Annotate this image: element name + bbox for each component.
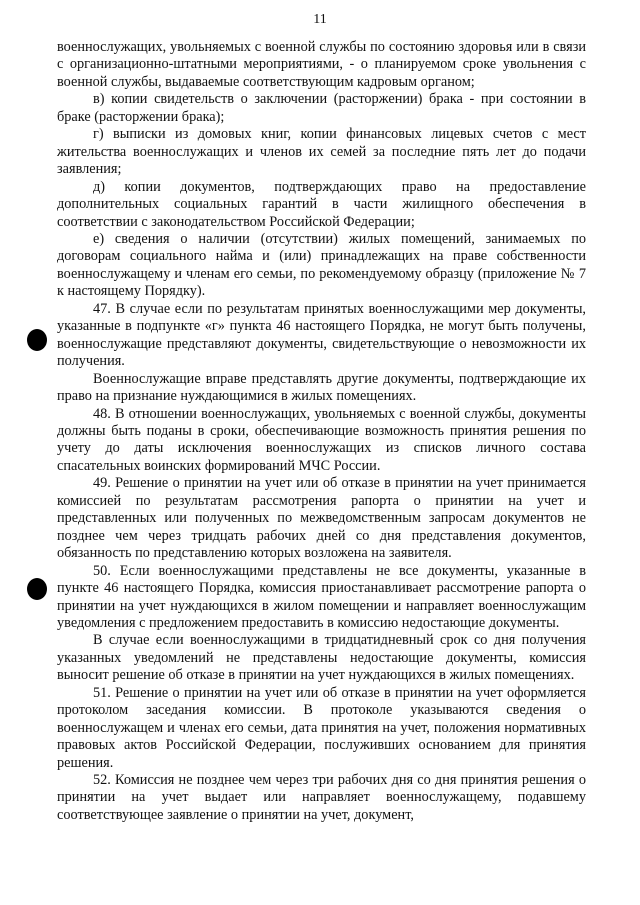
paragraph-continuation: военнослужащих, увольняемых с военной службы по состоянию здоровья или в связи с организационно-штатными мероприятиями, - о планируемом сроке увольнения с военной службы, выдаваемые соответствующим кадровым органом; [57, 39, 586, 90]
paragraph-item-e: е) сведения о наличии (отсутствии) жилых помещений, занимаемых по договорам социального найма и (или) принадлежащих на праве собственности военнослужащему и членам его семьи, по рекомендуемому образцу (приложение № 7 к настоящему Порядку). [57, 230, 586, 300]
paragraph-item-d: д) копии документов, подтверждающих право на предоставление дополнительных социальных гарантий в части жилищного обеспечения в соответствии с законодательством Российской Федерации; [57, 178, 586, 230]
paragraph-47: 47. В случае если по результатам принятых военнослужащими мер документы, указанные в подпункте «г» пункта 46 настоящего Порядка, не могут быть получены, военнослужащие представляют документы, свидетельствующие о невозможности их получения. [57, 300, 586, 370]
punch-hole-mark [27, 329, 47, 351]
punch-hole-mark [27, 578, 47, 600]
paragraph-49: 49. Решение о принятии на учет или об отказе в принятии на учет принимается комиссией по результатам рассмотрения рапорта о принятии на учет и представленных или полученных по межведомственным запросам документов не позднее чем через тридцать рабочих дней со дня представления документов, обязанность по представлению которых возложена на заявителя. [57, 475, 586, 562]
paragraph-50: 50. Если военнослужащими представлены не все документы, указанные в пункте 46 настоящего Порядка, комиссия приостанавливает рассмотрение рапорта о принятии на учет нуждающихся в жилом помещении и направляет военнослужащим уведомления с предложением предоставить в комиссию недостающие документы. [57, 562, 586, 631]
paragraph-50-second: В случае если военнослужащими в тридцатидневный срок со дня получения указанных уведомлений не представлены недостающие документы, комиссия выносит решение об отказе в принятии на учет нуждающихся в жилых помещениях. [57, 632, 586, 684]
page-number: 11 [313, 12, 327, 27]
paragraph-47-second: Военнослужащие вправе представлять другие документы, подтверждающие их право на признание нуждающимися в жилых помещениях. [57, 370, 586, 405]
paragraph-48: 48. В отношении военнослужащих, увольняемых с военной службы, документы должны быть поданы в сроки, обеспечивающие возможность принятия решения по учету до даты исключения военнослужащих из списков личного состава спасательных воинских формирований МЧС России. [57, 405, 586, 474]
paragraph-51: 51. Решение о принятии на учет или об отказе в принятии на учет оформляется протоколом заседания комиссии. В протоколе указываются сведения о военнослужащем и членах его семьи, дата принятия на учет, положения нормативных правовых актов Российской Федерации, послуживших основанием для принятия решения. [57, 684, 586, 771]
document-body [57, 39, 586, 824]
paragraph-52: 52. Комиссия не позднее чем через три рабочих дня со дня принятия решения о принятии на учет выдает или направляет военнослужащему, подавшему соответствующее заявление о принятии на учет, документ, [57, 772, 586, 823]
paragraph-item-v: в) копии свидетельств о заключении (расторжении) брака - при состоянии в браке (расторжении брака); [57, 91, 586, 125]
paragraph-item-g: г) выписки из домовых книг, копии финансовых лицевых счетов с мест жительства военнослужащих и членов их семей за последние пять лет до подачи заявления; [57, 126, 586, 178]
